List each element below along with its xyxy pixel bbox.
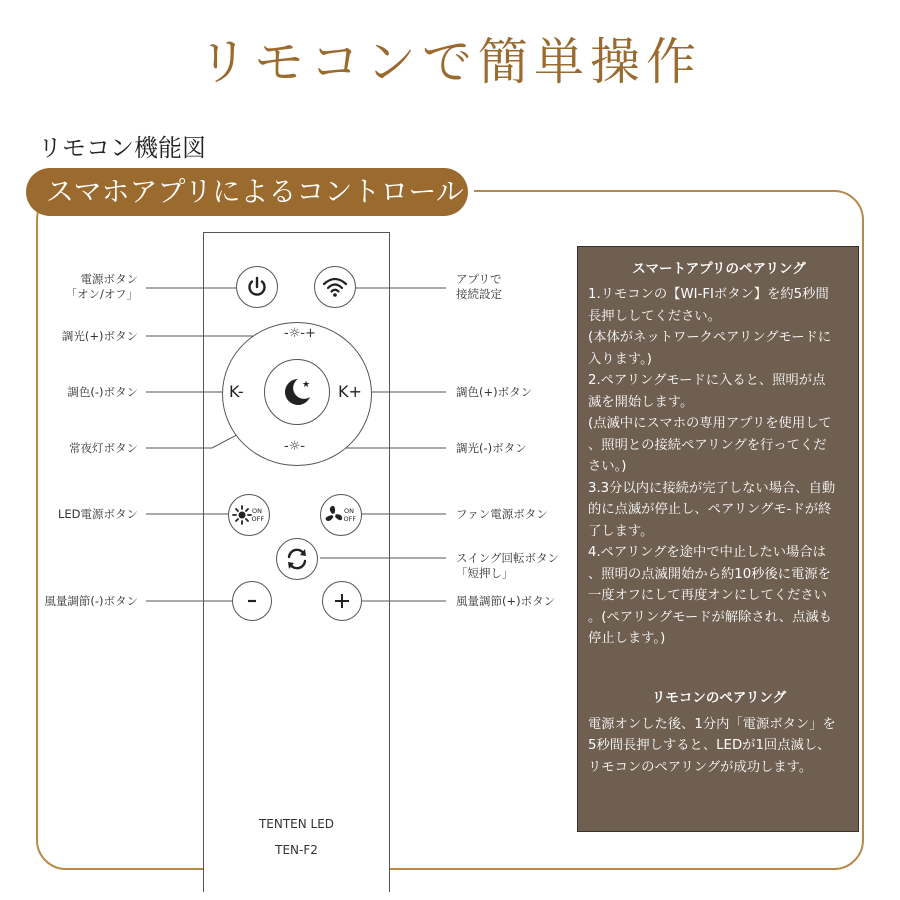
power-button[interactable] (236, 266, 278, 308)
section-subtitle: リモコン機能図 (38, 134, 206, 162)
fan-speed-minus-button[interactable] (232, 581, 272, 621)
moon-icon (280, 375, 314, 409)
label-app: アプリで 接続設定 (456, 272, 502, 301)
remote-brand: TENTEN LED (258, 817, 335, 831)
rotate-icon (284, 546, 310, 572)
page-title: リモコンで簡単操作 (198, 33, 702, 91)
fan-icon (324, 503, 358, 527)
minus-icon (242, 591, 262, 611)
wifi-icon (322, 276, 348, 298)
label-bright-minus: 調光(-)ボタン (456, 441, 527, 455)
label-swing: スイング回転ボタン 「短押し」 (456, 551, 560, 580)
section-tab: スマホアプリによるコントロール (26, 168, 468, 216)
remote-model: TEN-F2 (275, 843, 318, 857)
power-icon (245, 275, 269, 299)
color-minus-key[interactable]: K- (229, 382, 244, 401)
color-plus-key[interactable]: K+ (338, 382, 362, 401)
label-led-power: LED電源ボタン (57, 507, 138, 521)
swing-button[interactable] (276, 538, 318, 580)
off-label: OFF (343, 515, 357, 523)
bright-minus-key[interactable]: -☼- (284, 439, 306, 454)
fan-power-button[interactable] (320, 494, 362, 536)
wifi-button[interactable] (314, 266, 356, 308)
label-fan-plus: 風量調節(+)ボタン (456, 594, 556, 608)
remote-pairing-text: 電源オンした後、1分内「電源ボタン」を 5秒間長押しすると、LEDが1回点滅し、 リモコンのペアリングが成功します。 (588, 716, 836, 775)
pairing-info-box (577, 246, 859, 832)
plus-icon (332, 591, 352, 611)
bright-plus-key[interactable]: -☼-+ (284, 326, 316, 341)
label-fan-power: ファン電源ボタン (456, 507, 548, 521)
smart-app-pairing-title: スマートアプリのペアリング (632, 261, 806, 277)
label-fan-minus: 風量調節(-)ボタン (44, 594, 138, 608)
off-label: OFF (251, 515, 265, 523)
light-icon (232, 503, 266, 527)
label-color-minus: 調色(-)ボタン (67, 385, 138, 399)
on-label: ON (252, 507, 262, 515)
fan-speed-plus-button[interactable] (322, 581, 362, 621)
label-power: 電源ボタン 「オン/オフ」 (65, 272, 138, 301)
night-light-button[interactable] (264, 359, 330, 425)
label-color-plus: 調色(+)ボタン (456, 385, 533, 399)
on-label: ON (344, 507, 354, 515)
label-night: 常夜灯ボタン (69, 441, 138, 455)
led-power-button[interactable] (228, 494, 270, 536)
svg-text:★: ★ (302, 380, 311, 390)
label-bright-plus: 調光(+)ボタン (61, 329, 138, 343)
remote-pairing-title: リモコンのペアリング (651, 689, 787, 706)
smart-app-pairing-text: 1.リモコンの【WI-FIボタン】を約5秒間 長押ししてください。 (本体がネットワークペアリングモードに 入ります。) 2.ペアリングモードに入ると、照明が点 滅を開始します。 (点滅中にスマホの専用アプリを使用して 、照明との接続ペアリングを行ってくだ さい。) 3.3分以内に接続が完了しない場合、自動 的に点滅が停止し、ペアリングモ-ドが終 了します。 4.ペアリングを途中で中止したい場合は 、照明の点滅開始から約10秒後に電源を 一度オフにして再度オンにしてください 。(ペアリングモードが解除され、点滅も 停止します。) (588, 287, 836, 646)
